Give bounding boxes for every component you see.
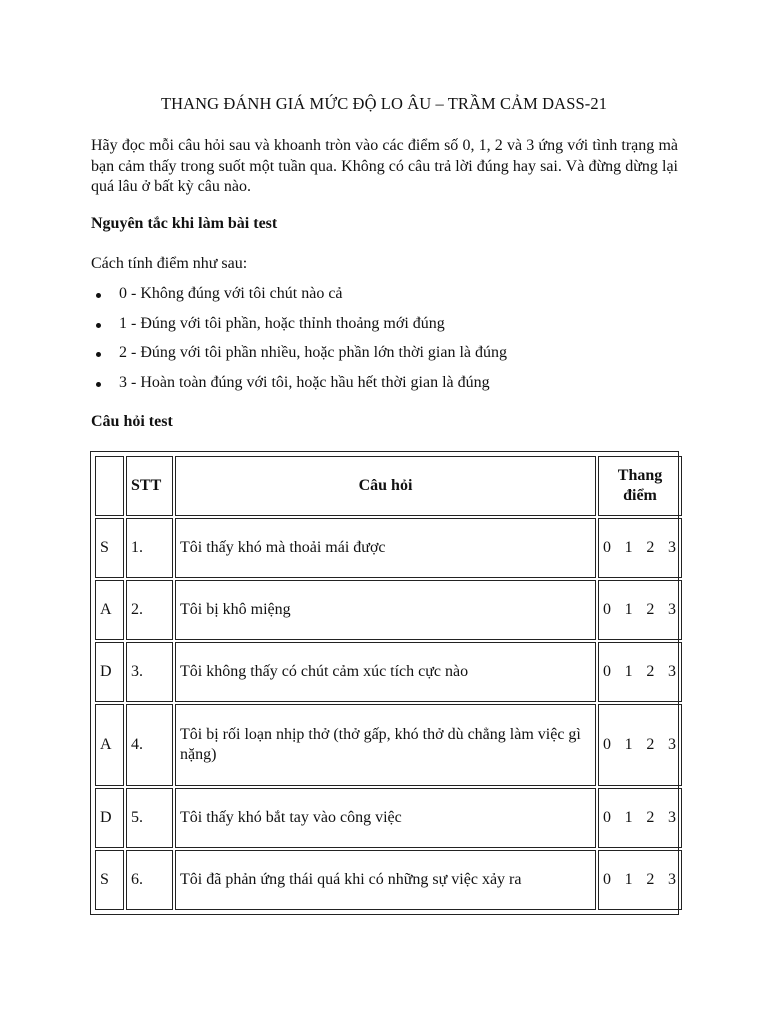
row-code: D	[95, 642, 124, 702]
scale-option-1[interactable]: 1	[624, 539, 633, 556]
list-item: 1 - Đúng với tôi phần, hoặc thỉnh thoảng mới đúng	[91, 314, 507, 344]
row-scale	[598, 850, 682, 910]
list-item: 2 - Đúng với tôi phần nhiều, hoặc phần lớn thời gian là đúng	[91, 343, 507, 373]
questions-table	[93, 454, 684, 912]
row-stt: 5.	[126, 788, 173, 848]
questions-table-frame	[90, 451, 679, 915]
rules-heading: Nguyên tắc khi làm bài test	[91, 215, 278, 232]
row-question: Tôi thấy khó bắt tay vào công việc	[175, 788, 596, 848]
header-scale: Thang điểm	[598, 456, 682, 516]
row-question: Tôi không thấy có chút cảm xúc tích cực nào	[175, 642, 596, 702]
intro-paragraph: Hãy đọc mỗi câu hỏi sau và khoanh tròn vào các điểm số 0, 1, 2 và 3 ứng với tình trạng mà bạn cảm thấy trong suốt một tuần qua. Không có câu trả lời đúng hay sai. Và đừng dừng lại quá lâu ở bất kỳ câu nào.	[91, 137, 678, 195]
scale-options	[603, 539, 677, 557]
scale-option-0[interactable]: 0	[603, 539, 611, 556]
row-code: S	[95, 850, 124, 910]
row-stt: 3.	[126, 642, 173, 702]
row-stt: 2.	[126, 580, 173, 640]
scale-option-0[interactable]: 0	[603, 601, 611, 618]
scale-option-0[interactable]: 0	[603, 663, 611, 680]
scale-option-1[interactable]: 1	[624, 871, 633, 888]
scale-option-1[interactable]: 1	[624, 663, 633, 680]
row-scale	[598, 642, 682, 702]
scale-option-0[interactable]: 0	[603, 736, 611, 753]
list-item: 3 - Hoàn toàn đúng với tôi, hoặc hầu hết thời gian là đúng	[91, 373, 507, 403]
table-row	[95, 788, 682, 848]
scale-option-3[interactable]: 3	[667, 871, 676, 888]
row-code: A	[95, 704, 124, 786]
scale-option-2[interactable]: 2	[646, 663, 655, 680]
row-question: Tôi bị rối loạn nhịp thở (thở gấp, khó thở dù chẳng làm việc gì nặng)	[175, 704, 596, 786]
table-row	[95, 580, 682, 640]
scale-options	[603, 871, 677, 889]
row-scale	[598, 580, 682, 640]
scale-options	[603, 736, 677, 754]
row-code: S	[95, 518, 124, 578]
scale-option-2[interactable]: 2	[646, 809, 655, 826]
bullet-icon	[96, 352, 101, 357]
scale-option-0[interactable]: 0	[603, 809, 611, 826]
scale-option-3[interactable]: 3	[667, 601, 676, 618]
scale-option-3[interactable]: 3	[667, 809, 676, 826]
table-row	[95, 642, 682, 702]
scale-options	[603, 663, 677, 681]
row-scale	[598, 704, 682, 786]
scale-option-2[interactable]: 2	[646, 871, 655, 888]
row-code: D	[95, 788, 124, 848]
scale-option-3[interactable]: 3	[667, 663, 676, 680]
row-stt: 1.	[126, 518, 173, 578]
scoring-list	[91, 284, 507, 402]
list-item: 0 - Không đúng với tôi chút nào cả	[91, 284, 507, 314]
page-title: THANG ĐÁNH GIÁ MỨC ĐỘ LO ÂU – TRẦM CẢM DASS-21	[160, 94, 608, 113]
bullet-icon	[96, 382, 101, 387]
row-scale	[598, 788, 682, 848]
row-question: Tôi bị khô miệng	[175, 580, 596, 640]
scale-options	[603, 809, 677, 827]
scale-option-1[interactable]: 1	[624, 601, 633, 618]
header-stt: STT	[126, 456, 173, 516]
row-scale	[598, 518, 682, 578]
scoring-intro: Cách tính điểm như sau:	[91, 255, 248, 272]
scale-option-2[interactable]: 2	[646, 539, 655, 556]
scale-option-1[interactable]: 1	[624, 736, 633, 753]
table-header-row	[95, 456, 682, 516]
table-row	[95, 704, 682, 786]
scale-option-0[interactable]: 0	[603, 871, 611, 888]
row-code: A	[95, 580, 124, 640]
table-row	[95, 518, 682, 578]
header-code	[95, 456, 124, 516]
scale-option-3[interactable]: 3	[667, 539, 676, 556]
scale-options	[603, 601, 677, 619]
table-body	[95, 518, 682, 910]
row-stt: 6.	[126, 850, 173, 910]
row-question: Tôi thấy khó mà thoải mái được	[175, 518, 596, 578]
scale-option-2[interactable]: 2	[646, 736, 655, 753]
row-question: Tôi đã phản ứng thái quá khi có những sự việc xảy ra	[175, 850, 596, 910]
table-row	[95, 850, 682, 910]
row-stt: 4.	[126, 704, 173, 786]
scale-option-1[interactable]: 1	[624, 809, 633, 826]
scale-option-3[interactable]: 3	[667, 736, 676, 753]
questions-heading: Câu hỏi test	[91, 413, 173, 430]
header-question: Câu hỏi	[175, 456, 596, 516]
bullet-icon	[96, 323, 101, 328]
scale-option-2[interactable]: 2	[646, 601, 655, 618]
bullet-icon	[96, 293, 101, 298]
